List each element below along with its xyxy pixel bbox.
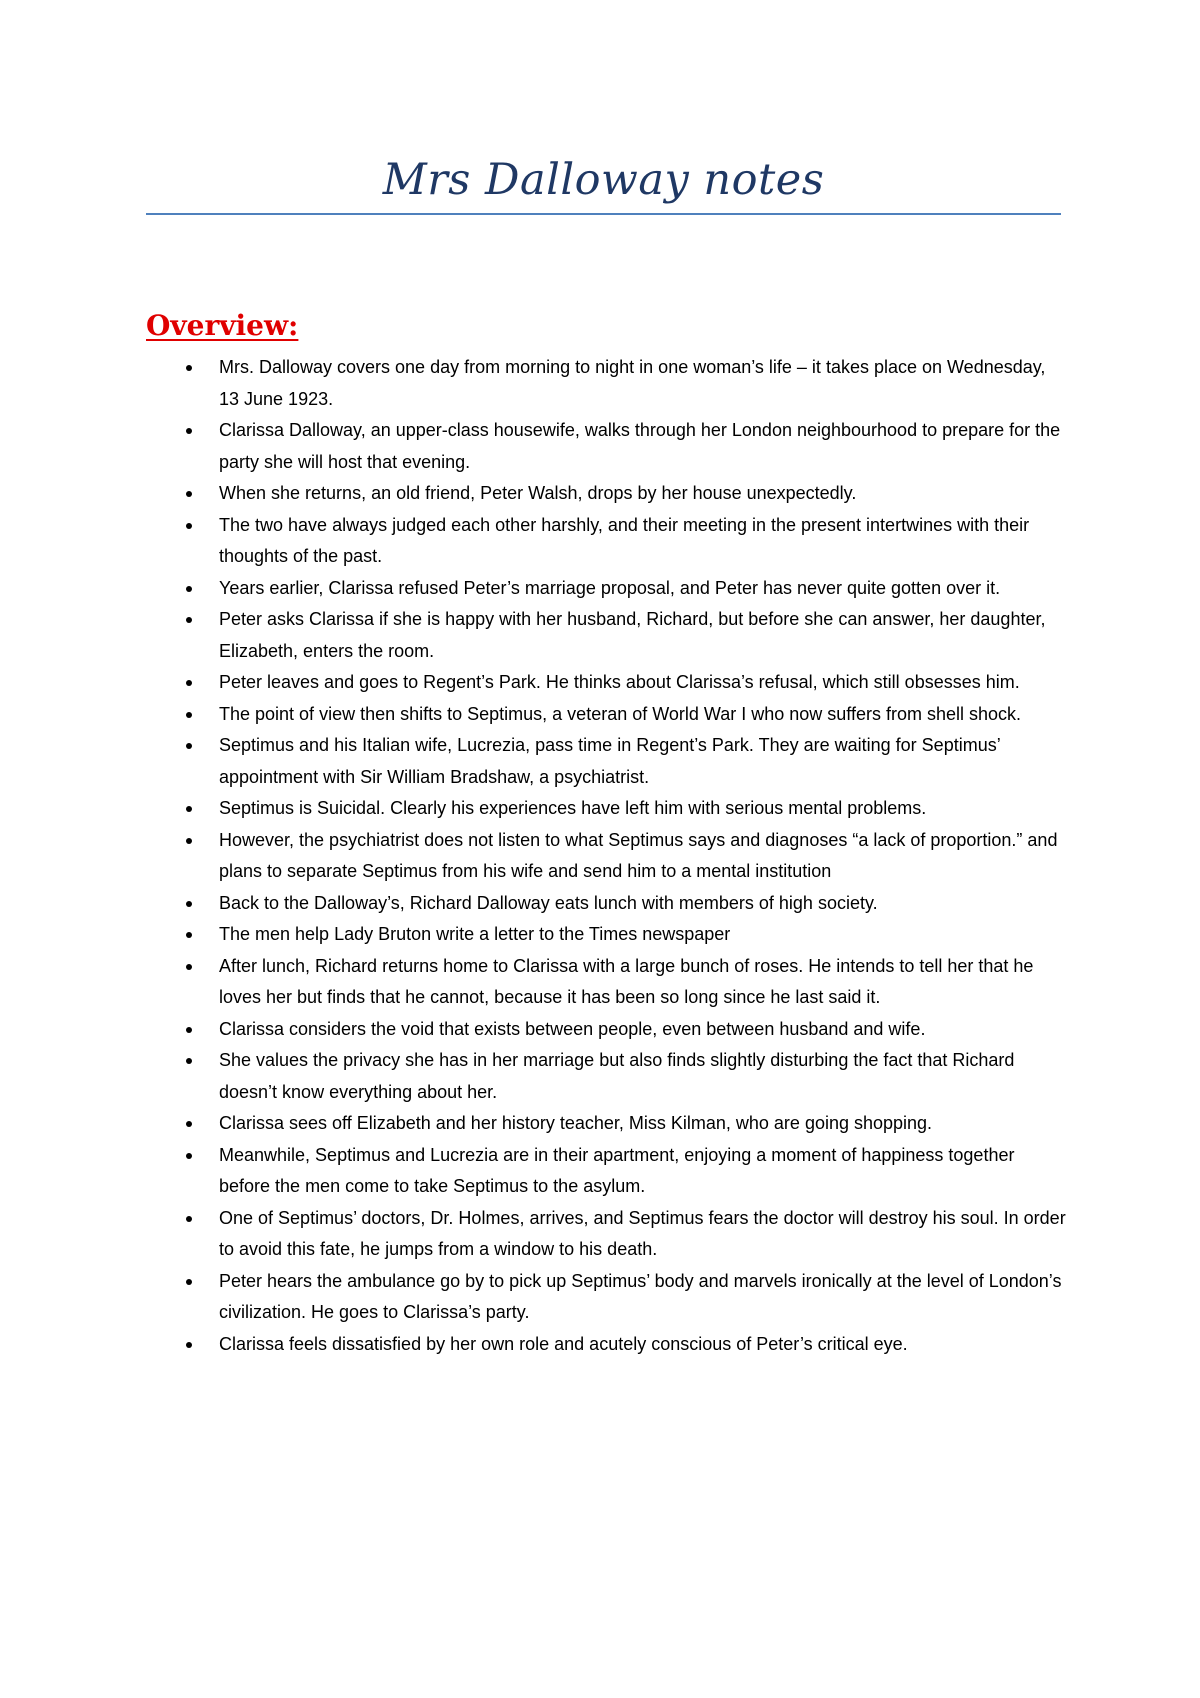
bullet-text: One of Septimus’ doctors, Dr. Holmes, arrives, and Septimus fears the doctor will destroy his soul. In order to avoid this fate, he jumps from a window to his death. xyxy=(219,1207,1066,1259)
bullet-text: After lunch, Richard returns home to Clarissa with a large bunch of roses. He intends to tell her that he loves her but finds that he cannot, because it has been so long since he last said it. xyxy=(219,955,1034,1007)
bullet-item xyxy=(186,667,1066,699)
bullet-point-icon xyxy=(186,1279,192,1285)
bullet-item xyxy=(186,1108,1066,1140)
bullet-point-icon xyxy=(186,491,192,497)
bullet-point-icon xyxy=(186,712,192,718)
bullet-item xyxy=(186,793,1066,825)
bullet-text: Septimus and his Italian wife, Lucrezia, pass time in Regent’s Park. They are waiting for Septimus’ appointment with Sir William Bradshaw, a psychiatrist. xyxy=(219,735,1001,787)
bullet-point-icon xyxy=(186,1342,192,1348)
bullet-point-icon xyxy=(186,1216,192,1222)
bullet-point-icon xyxy=(186,1121,192,1127)
bullet-point-icon xyxy=(186,1027,192,1033)
bullet-text: Peter asks Clarissa if she is happy with her husband, Richard, but before she can answer, her daughter, Elizabeth, enters the room. xyxy=(219,609,1046,661)
bullet-text: Years earlier, Clarissa refused Peter’s marriage proposal, and Peter has never quite gotten over it. xyxy=(219,577,1001,598)
bullet-text: When she returns, an old friend, Peter Walsh, drops by her house unexpectedly. xyxy=(219,483,857,503)
bullet-text: Septimus is Suicidal. Clearly his experiences have left him with serious mental problems. xyxy=(219,798,927,818)
bullet-point-icon xyxy=(186,743,192,749)
bullet-item xyxy=(186,352,1066,415)
section-heading-overview: Overview: xyxy=(146,309,299,342)
bullet-text: Clarissa sees off Elizabeth and her history teacher, Miss Kilman, who are going shopping. xyxy=(219,1113,933,1133)
bullet-text: She values the privacy she has in her marriage but also finds slightly disturbing the fact that Richard doesn’t know everything about her. xyxy=(219,1050,1015,1102)
bullet-item xyxy=(186,415,1066,478)
bullet-point-icon xyxy=(186,932,192,938)
bullet-text: The point of view then shifts to Septimus, a veteran of World War I who now suffers from shell shock. xyxy=(219,703,1022,724)
bullet-item xyxy=(186,1203,1066,1266)
bullet-text: However, the psychiatrist does not listen to what Septimus says and diagnoses “a lack of proportion.” and plans to separate Septimus from his wife and send him to a mental institution xyxy=(219,829,1058,881)
bullet-text: Peter hears the ambulance go by to pick up Septimus’ body and marvels ironically at the level of London’s civilization. He goes to Clarissa’s party. xyxy=(219,1270,1062,1322)
overview-bullet-list xyxy=(186,352,1066,1360)
bullet-point-icon xyxy=(186,680,192,686)
bullet-item xyxy=(186,699,1066,731)
bullet-text: The two have always judged each other harshly, and their meeting in the present intertwines with their thoughts of the past. xyxy=(219,514,1030,566)
bullet-point-icon xyxy=(186,1153,192,1159)
bullet-item xyxy=(186,730,1066,793)
bullet-point-icon xyxy=(186,1058,192,1064)
bullet-text: Back to the Dalloway’s, Richard Dalloway eats lunch with members of high society. xyxy=(219,892,878,913)
bullet-point-icon xyxy=(186,901,192,907)
bullet-point-icon xyxy=(186,428,192,434)
bullet-item xyxy=(186,573,1066,605)
bullet-text: Clarissa feels dissatisfied by her own role and acutely conscious of Peter’s critical eye. xyxy=(219,1333,908,1354)
bullet-item xyxy=(186,919,1066,951)
bullet-item xyxy=(186,1329,1066,1361)
bullet-point-icon xyxy=(186,586,192,592)
title-underline-rule xyxy=(146,213,1061,215)
bullet-item xyxy=(186,604,1066,667)
bullet-item xyxy=(186,951,1066,1014)
bullet-text: Mrs. Dalloway covers one day from morning to night in one woman’s life – it takes place on Wednesday, 13 June 1923. xyxy=(219,357,1046,409)
bullet-text: Meanwhile, Septimus and Lucrezia are in their apartment, enjoying a moment of happiness together before the men come to take Septimus to the asylum. xyxy=(219,1144,1015,1196)
bullet-item xyxy=(186,1140,1066,1203)
bullet-point-icon xyxy=(186,838,192,844)
bullet-item xyxy=(186,1045,1066,1108)
bullet-item xyxy=(186,825,1066,888)
document-title: Mrs Dalloway notes xyxy=(382,155,825,205)
bullet-point-icon xyxy=(186,365,192,371)
bullet-item xyxy=(186,478,1066,510)
bullet-item xyxy=(186,888,1066,920)
bullet-text: The men help Lady Bruton write a letter to the Times newspaper xyxy=(219,924,731,944)
bullet-item xyxy=(186,1266,1066,1329)
bullet-point-icon xyxy=(186,523,192,529)
bullet-item xyxy=(186,510,1066,573)
bullet-point-icon xyxy=(186,617,192,623)
bullet-item xyxy=(186,1014,1066,1046)
bullet-point-icon xyxy=(186,964,192,970)
bullet-text: Clarissa Dalloway, an upper-class housewife, walks through her London neighbourhood to prepare for the party she will host that evening. xyxy=(219,420,1061,472)
bullet-point-icon xyxy=(186,806,192,812)
bullet-text: Peter leaves and goes to Regent’s Park. He thinks about Clarissa’s refusal, which still obsesses him. xyxy=(219,672,1020,692)
bullet-text: Clarissa considers the void that exists between people, even between husband and wife. xyxy=(219,1018,926,1039)
